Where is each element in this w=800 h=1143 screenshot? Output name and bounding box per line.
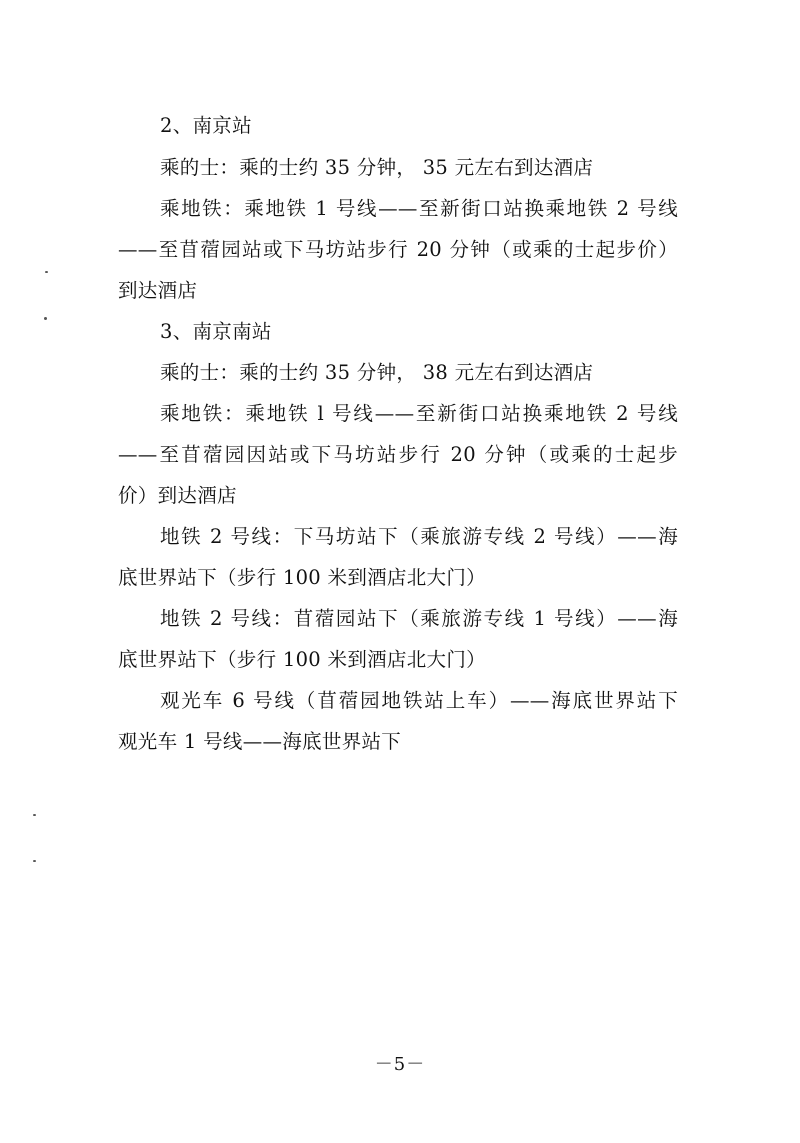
metro-info-nanjing-south-line3: 价）到达酒店: [118, 484, 237, 507]
metro-line2-xiamafang-line1: 地铁 2 号线：下马坊站下（乘旅游专线 2 号线）——海: [160, 525, 678, 548]
scan-speck: [33, 860, 36, 862]
metro-info-nanjing-station-line2: ——至苜蓿园站或下马坊站步行 20 分钟（或乘的士起步价）: [118, 238, 678, 261]
section-heading-nanjing-station: 2、南京站: [160, 114, 252, 137]
scan-speck: [44, 317, 47, 320]
sightseeing-bus-6: 观光车 6 号线（苜蓿园地铁站上车）——海底世界站下: [160, 689, 678, 712]
metro-info-nanjing-station-line3: 到达酒店: [118, 279, 198, 302]
metro-line2-xiamafang-line2: 底世界站下（步行 100 米到酒店北大门）: [118, 566, 486, 589]
section-heading-nanjing-south-station: 3、南京南站: [160, 320, 272, 343]
scan-speck: [45, 271, 48, 273]
taxi-info-nanjing-station: 乘的士：乘的士约 35 分钟， 35 元左右到达酒店: [160, 156, 594, 179]
metro-info-nanjing-south-line2: ——至苜蓿园因站或下马坊站步行 20 分钟（或乘的士起步: [118, 443, 678, 466]
metro-line2-muxuyuan-line2: 底世界站下（步行 100 米到酒店北大门）: [118, 648, 486, 671]
page-number: －5－: [374, 1054, 426, 1075]
scan-speck: [33, 814, 36, 816]
metro-info-nanjing-station-line1: 乘地铁：乘地铁 1 号线——至新街口站换乘地铁 2 号线: [160, 197, 678, 220]
sightseeing-bus-1: 观光车 1 号线——海底世界站下: [118, 730, 402, 753]
taxi-info-nanjing-south-station: 乘的士：乘的士约 35 分钟， 38 元左右到达酒店: [160, 361, 594, 384]
metro-info-nanjing-south-line1: 乘地铁：乘地铁 l 号线——至新街口站换乘地铁 2 号线: [160, 402, 678, 425]
metro-line2-muxuyuan-line1: 地铁 2 号线：苜蓿园站下（乘旅游专线 1 号线）——海: [160, 607, 678, 630]
